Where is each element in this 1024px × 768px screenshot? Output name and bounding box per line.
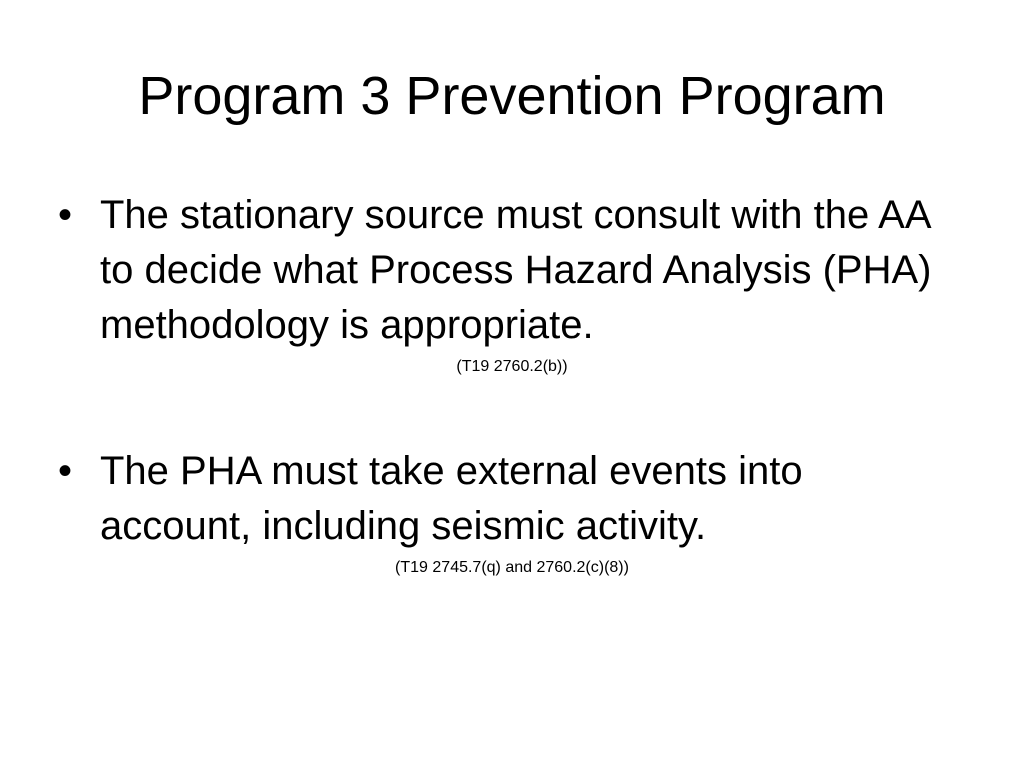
bullet-row <box>58 188 938 353</box>
bullet-dot-icon: • <box>58 193 73 237</box>
bullet-text: The PHA must take external events into account, including seismic activity. <box>100 449 803 548</box>
bullet-row <box>58 444 938 554</box>
citation: (T19 2745.7(q) and 2760.2(c)(8)) <box>395 559 629 576</box>
slide-title: Program 3 Prevention Program <box>138 66 886 126</box>
bullet-text: The stationary source must consult with the AA to decide what Process Hazard Analysis (PHA) methodology is appropriate. <box>100 193 932 347</box>
bullet-item-external-events <box>58 444 938 578</box>
bullet-dot-icon: • <box>58 449 73 493</box>
citation: (T19 2760.2(b)) <box>456 358 568 375</box>
bullet-item-pha-methodology <box>58 188 938 377</box>
